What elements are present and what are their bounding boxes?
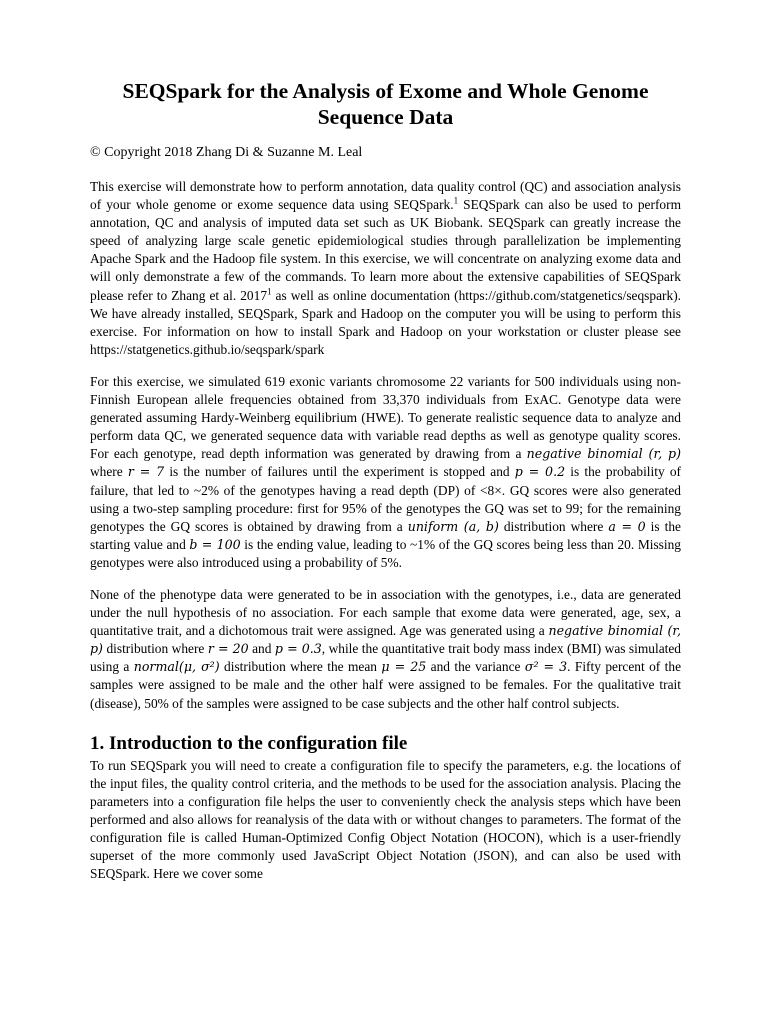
p3-math-5: μ = 25 bbox=[381, 659, 427, 675]
section-heading-configuration: 1. Introduction to the configuration file bbox=[90, 732, 408, 754]
p2-text-e: distribution where bbox=[498, 518, 609, 534]
p3-text-b: distribution where bbox=[102, 641, 208, 657]
p1-text-c: as well as online documentation (https://github.com/statgenetics/seqspark). We have already installed, SEQSpark, Spark and Hadoop on the computer you will be using to perform this exercise. For information on how to install Spark and Hadoop on your workstation or cluster please see https://statgenetics.github.io/seqspark/spark bbox=[90, 287, 681, 357]
p3-math-1: negative binomial (r, p) bbox=[90, 623, 681, 657]
simulation-paragraph bbox=[90, 373, 681, 572]
document-title bbox=[90, 78, 681, 130]
p2-text-f: is the starting value and bbox=[90, 518, 681, 552]
citation-ref-1: 1 bbox=[453, 195, 459, 206]
p2-text-a: For this exercise, we simulated 619 exonic variants chromosome 22 variants for 500 individuals using non-Finnish European allele frequencies obtained from 33,370 individuals from ExAC. Genotype data were generated assuming Hardy-Weinberg equilibrium (HWE). To generate realistic sequence data to analyze and perform data QC, we generated sequence data with variable read depths as well as genotype quality scores. For each genotype, read depth information was generated by drawing from a bbox=[90, 373, 681, 462]
p3-math-4: normal(μ, σ²) bbox=[133, 659, 220, 675]
title-line-2: Sequence Data bbox=[317, 105, 454, 129]
intro-paragraph bbox=[90, 178, 681, 359]
p3-math-2: r = 20 bbox=[207, 641, 249, 657]
p2-math-2: r = 7 bbox=[127, 464, 165, 480]
p3-text-d: , while the quantitative trait body mass index (BMI) was simulated using a bbox=[90, 641, 681, 675]
p3-text-g: . Fifty percent of the samples were assigned to be male and the other half were assigned to be females. For the qualitative trait (disease), 50% of the samples were assigned to be case subjects and the other half control subjects. bbox=[90, 659, 682, 711]
p2-text-c: is the number of failures until the experiment is stopped and bbox=[164, 464, 515, 480]
p2-text-b: where bbox=[90, 464, 128, 480]
p2-math-6: b = 100 bbox=[189, 536, 241, 552]
copyright-notice: © Copyright 2018 Zhang Di & Suzanne M. Leal bbox=[90, 145, 363, 160]
p3-text-a: None of the phenotype data were generated to be in association with the genotypes, i.e., data are generated under the null hypothesis of no association. For each sample that exome data were generated, age, sex, a quantitative trait, and a dichotomous trait were assigned. Age was generated using a bbox=[90, 586, 681, 639]
p3-text-e: distribution where the mean bbox=[219, 659, 382, 675]
p1-text-a: This exercise will demonstrate how to perform annotation, data quality control (QC) and association analysis of your whole genome or exome sequence data using SEQSpark. bbox=[90, 179, 681, 213]
p3-text-c: and bbox=[248, 641, 275, 657]
p2-math-4: uniform (a, b) bbox=[407, 518, 499, 534]
p2-text-d: is the probability of failure, that led to ~2% of the genotypes having a read depth (DP) of <8×. GQ scores were also generated using a two-step sampling procedure: first for 95% of the genotypes the GQ was set to 99; for the remaining genotypes the GQ scores is obtained by drawing from a bbox=[90, 464, 681, 534]
p3-text-f: and the variance bbox=[426, 659, 525, 675]
p2-text-g: is the ending value, leading to ~1% of the GQ scores being less than 20. Missing genotypes were also introduced using a probability of 5%. bbox=[90, 536, 681, 570]
document-page bbox=[90, 78, 681, 897]
p3-math-6: σ² = 3 bbox=[524, 659, 568, 675]
p2-math-1: negative binomial (r, p) bbox=[526, 446, 681, 462]
p1-text-b: SEQSpark can also be used to perform annotation, QC and analysis of imputed data set such as UK Biobank. SEQSpark can greatly increase the speed of analyzing large scale genetic epidemiological studies through parallelization be implementing Apache Spark and the Hadoop file system. In this exercise, we will concentrate on analyzing exome data and will only demonstrate a few of the commands. To learn more about the extensive capabilities of SEQSpark please refer to Zhang et al. 2017 bbox=[90, 197, 681, 303]
title-line-1: SEQSpark for the Analysis of Exome and Whole Genome bbox=[122, 79, 649, 103]
p3-math-3: p = 0.3 bbox=[274, 641, 322, 657]
phenotype-paragraph bbox=[90, 586, 681, 713]
p2-math-3: p = 0.2 bbox=[514, 464, 566, 480]
citation-ref-2: 1 bbox=[267, 286, 272, 297]
configuration-paragraph: To run SEQSpark you will need to create a configuration file to specify the parameters, e.g. the locations of the input files, the quality control criteria, and the methods to be used for the association analysis. Placing the parameters into a configuration file helps the user to conveniently check the analysis steps which have been performed and also allows for reanalysis of the data with or without changes to parameters. The format of the configuration file is called Human-Optimized Config Object Notation (HOCON), which is a user-friendly superset of the more commonly used JavaScript Object Notation (JSON), and can also be used with SEQSpark. Here we cover some bbox=[90, 757, 681, 882]
p2-math-5: a = 0 bbox=[608, 518, 646, 534]
